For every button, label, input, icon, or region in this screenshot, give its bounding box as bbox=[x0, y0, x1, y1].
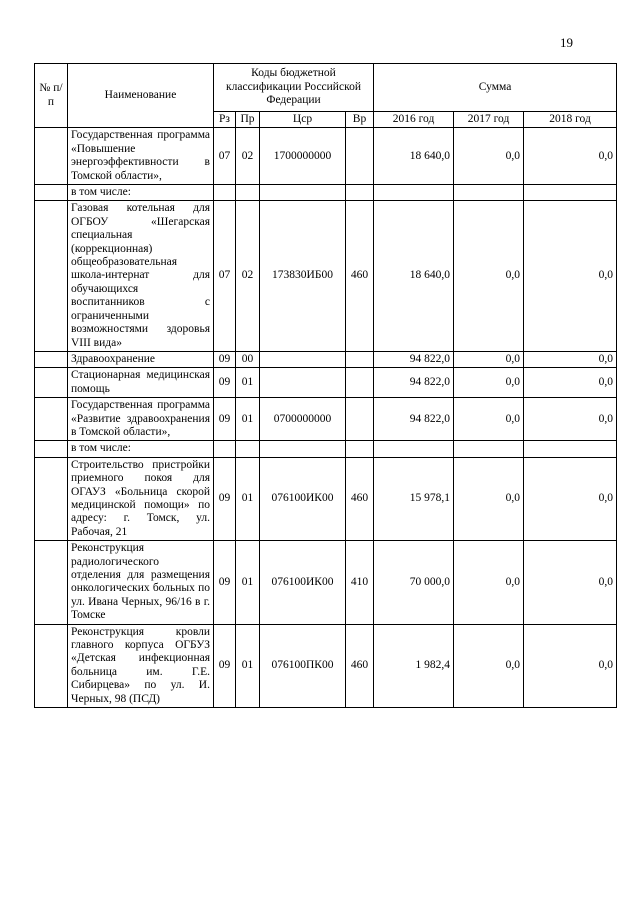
header-sum: Сумма bbox=[374, 64, 617, 112]
cell-pr: 00 bbox=[236, 351, 260, 367]
cell-name: в том числе: bbox=[68, 185, 214, 201]
cell-vr bbox=[346, 185, 374, 201]
cell-2016: 94 822,0 bbox=[374, 351, 454, 367]
cell-num bbox=[35, 351, 68, 367]
cell-pr: 02 bbox=[236, 128, 260, 185]
cell-pr: 02 bbox=[236, 201, 260, 351]
cell-num bbox=[35, 128, 68, 185]
cell-2017 bbox=[454, 441, 524, 457]
header-rz: Рз bbox=[214, 112, 236, 128]
cell-2016: 94 822,0 bbox=[374, 398, 454, 441]
cell-csr: 076100ИК00 bbox=[260, 541, 346, 624]
table-row bbox=[35, 398, 617, 441]
cell-2018: 0,0 bbox=[524, 457, 617, 540]
header-2016: 2016 год bbox=[374, 112, 454, 128]
cell-2016 bbox=[374, 185, 454, 201]
cell-rz: 07 bbox=[214, 201, 236, 351]
cell-2017: 0,0 bbox=[454, 624, 524, 707]
cell-2017 bbox=[454, 185, 524, 201]
cell-name: Газовая котельная для ОГБОУ «Шегарская специальная (коррекционная) общеобразовательная школа-интернат для обучающихся воспитанников с ограниченными возможностями здоровья VIII вида» bbox=[68, 201, 214, 351]
header-codes: Коды бюджетной классификации Российской Федерации bbox=[214, 64, 374, 112]
table-row bbox=[35, 457, 617, 540]
cell-csr bbox=[260, 368, 346, 398]
cell-rz: 09 bbox=[214, 624, 236, 707]
header-2018: 2018 год bbox=[524, 112, 617, 128]
table-row bbox=[35, 201, 617, 351]
cell-2016: 94 822,0 bbox=[374, 368, 454, 398]
cell-2016: 70 000,0 bbox=[374, 541, 454, 624]
cell-name: Стационарная медицинская помощь bbox=[68, 368, 214, 398]
cell-csr bbox=[260, 351, 346, 367]
cell-csr: 173830ИБ00 bbox=[260, 201, 346, 351]
cell-rz: 09 bbox=[214, 457, 236, 540]
cell-2018: 0,0 bbox=[524, 624, 617, 707]
cell-rz: 09 bbox=[214, 368, 236, 398]
cell-2017: 0,0 bbox=[454, 128, 524, 185]
cell-pr: 01 bbox=[236, 624, 260, 707]
cell-2018: 0,0 bbox=[524, 541, 617, 624]
cell-csr bbox=[260, 185, 346, 201]
cell-csr: 1700000000 bbox=[260, 128, 346, 185]
page-number: 19 bbox=[560, 35, 573, 50]
cell-2017: 0,0 bbox=[454, 541, 524, 624]
cell-vr bbox=[346, 351, 374, 367]
cell-2016: 1 982,4 bbox=[374, 624, 454, 707]
cell-num bbox=[35, 185, 68, 201]
header-csr: Цср bbox=[260, 112, 346, 128]
cell-name: Реконструкция радиологического отделения для размещения онкологических больных по ул. Ивана Черных, 96/16 в г. Томске bbox=[68, 541, 214, 624]
cell-2017: 0,0 bbox=[454, 457, 524, 540]
cell-name: Государственная программа «Развитие здравоохранения в Томской области», bbox=[68, 398, 214, 441]
cell-num bbox=[35, 441, 68, 457]
header-vr: Вр bbox=[346, 112, 374, 128]
cell-num bbox=[35, 457, 68, 540]
cell-2018: 0,0 bbox=[524, 398, 617, 441]
cell-rz bbox=[214, 441, 236, 457]
cell-num bbox=[35, 541, 68, 624]
header-pr: Пр bbox=[236, 112, 260, 128]
cell-2017: 0,0 bbox=[454, 398, 524, 441]
cell-pr bbox=[236, 185, 260, 201]
table-row bbox=[35, 351, 617, 367]
cell-2018 bbox=[524, 441, 617, 457]
table-body bbox=[35, 128, 617, 708]
cell-name: Строительство пристройки приемного покоя для ОГАУЗ «Больница скорой медицинской помощи» по адресу: г. Томск, ул. Рабочая, 21 bbox=[68, 457, 214, 540]
cell-rz: 09 bbox=[214, 541, 236, 624]
cell-num bbox=[35, 398, 68, 441]
cell-vr bbox=[346, 128, 374, 185]
cell-2016: 18 640,0 bbox=[374, 201, 454, 351]
cell-pr: 01 bbox=[236, 398, 260, 441]
table-row bbox=[35, 128, 617, 185]
cell-vr bbox=[346, 398, 374, 441]
header-2017: 2017 год bbox=[454, 112, 524, 128]
cell-2016 bbox=[374, 441, 454, 457]
cell-num bbox=[35, 368, 68, 398]
cell-vr: 460 bbox=[346, 457, 374, 540]
cell-pr: 01 bbox=[236, 457, 260, 540]
table-row bbox=[35, 624, 617, 707]
cell-rz bbox=[214, 185, 236, 201]
cell-2016: 15 978,1 bbox=[374, 457, 454, 540]
cell-2017: 0,0 bbox=[454, 368, 524, 398]
cell-name: Государственная программа «Повышение энергоэффективности в Томской области», bbox=[68, 128, 214, 185]
cell-name: в том числе: bbox=[68, 441, 214, 457]
cell-csr: 076100ПК00 bbox=[260, 624, 346, 707]
cell-pr: 01 bbox=[236, 368, 260, 398]
table-row bbox=[35, 368, 617, 398]
cell-vr bbox=[346, 368, 374, 398]
cell-pr bbox=[236, 441, 260, 457]
cell-num bbox=[35, 624, 68, 707]
budget-table bbox=[34, 63, 617, 708]
cell-pr: 01 bbox=[236, 541, 260, 624]
cell-2018: 0,0 bbox=[524, 201, 617, 351]
cell-2018: 0,0 bbox=[524, 128, 617, 185]
cell-rz: 09 bbox=[214, 398, 236, 441]
header-name: Наименование bbox=[68, 64, 214, 128]
cell-num bbox=[35, 201, 68, 351]
cell-vr: 410 bbox=[346, 541, 374, 624]
cell-2017: 0,0 bbox=[454, 201, 524, 351]
cell-csr bbox=[260, 441, 346, 457]
cell-2016: 18 640,0 bbox=[374, 128, 454, 185]
table-row bbox=[35, 185, 617, 201]
cell-csr: 0700000000 bbox=[260, 398, 346, 441]
header-num: № п/п bbox=[35, 64, 68, 128]
table-row bbox=[35, 441, 617, 457]
cell-name: Реконструкция кровли главного корпуса ОГБУЗ «Детская инфекционная больница им. Г.Е. Сибирцева» по ул. И. Черных, 98 (ПСД) bbox=[68, 624, 214, 707]
cell-name: Здравоохранение bbox=[68, 351, 214, 367]
cell-vr: 460 bbox=[346, 201, 374, 351]
cell-2018: 0,0 bbox=[524, 351, 617, 367]
cell-2018 bbox=[524, 185, 617, 201]
cell-rz: 07 bbox=[214, 128, 236, 185]
cell-2017: 0,0 bbox=[454, 351, 524, 367]
cell-vr: 460 bbox=[346, 624, 374, 707]
table-row bbox=[35, 541, 617, 624]
cell-rz: 09 bbox=[214, 351, 236, 367]
cell-2018: 0,0 bbox=[524, 368, 617, 398]
cell-csr: 076100ИК00 bbox=[260, 457, 346, 540]
cell-vr bbox=[346, 441, 374, 457]
